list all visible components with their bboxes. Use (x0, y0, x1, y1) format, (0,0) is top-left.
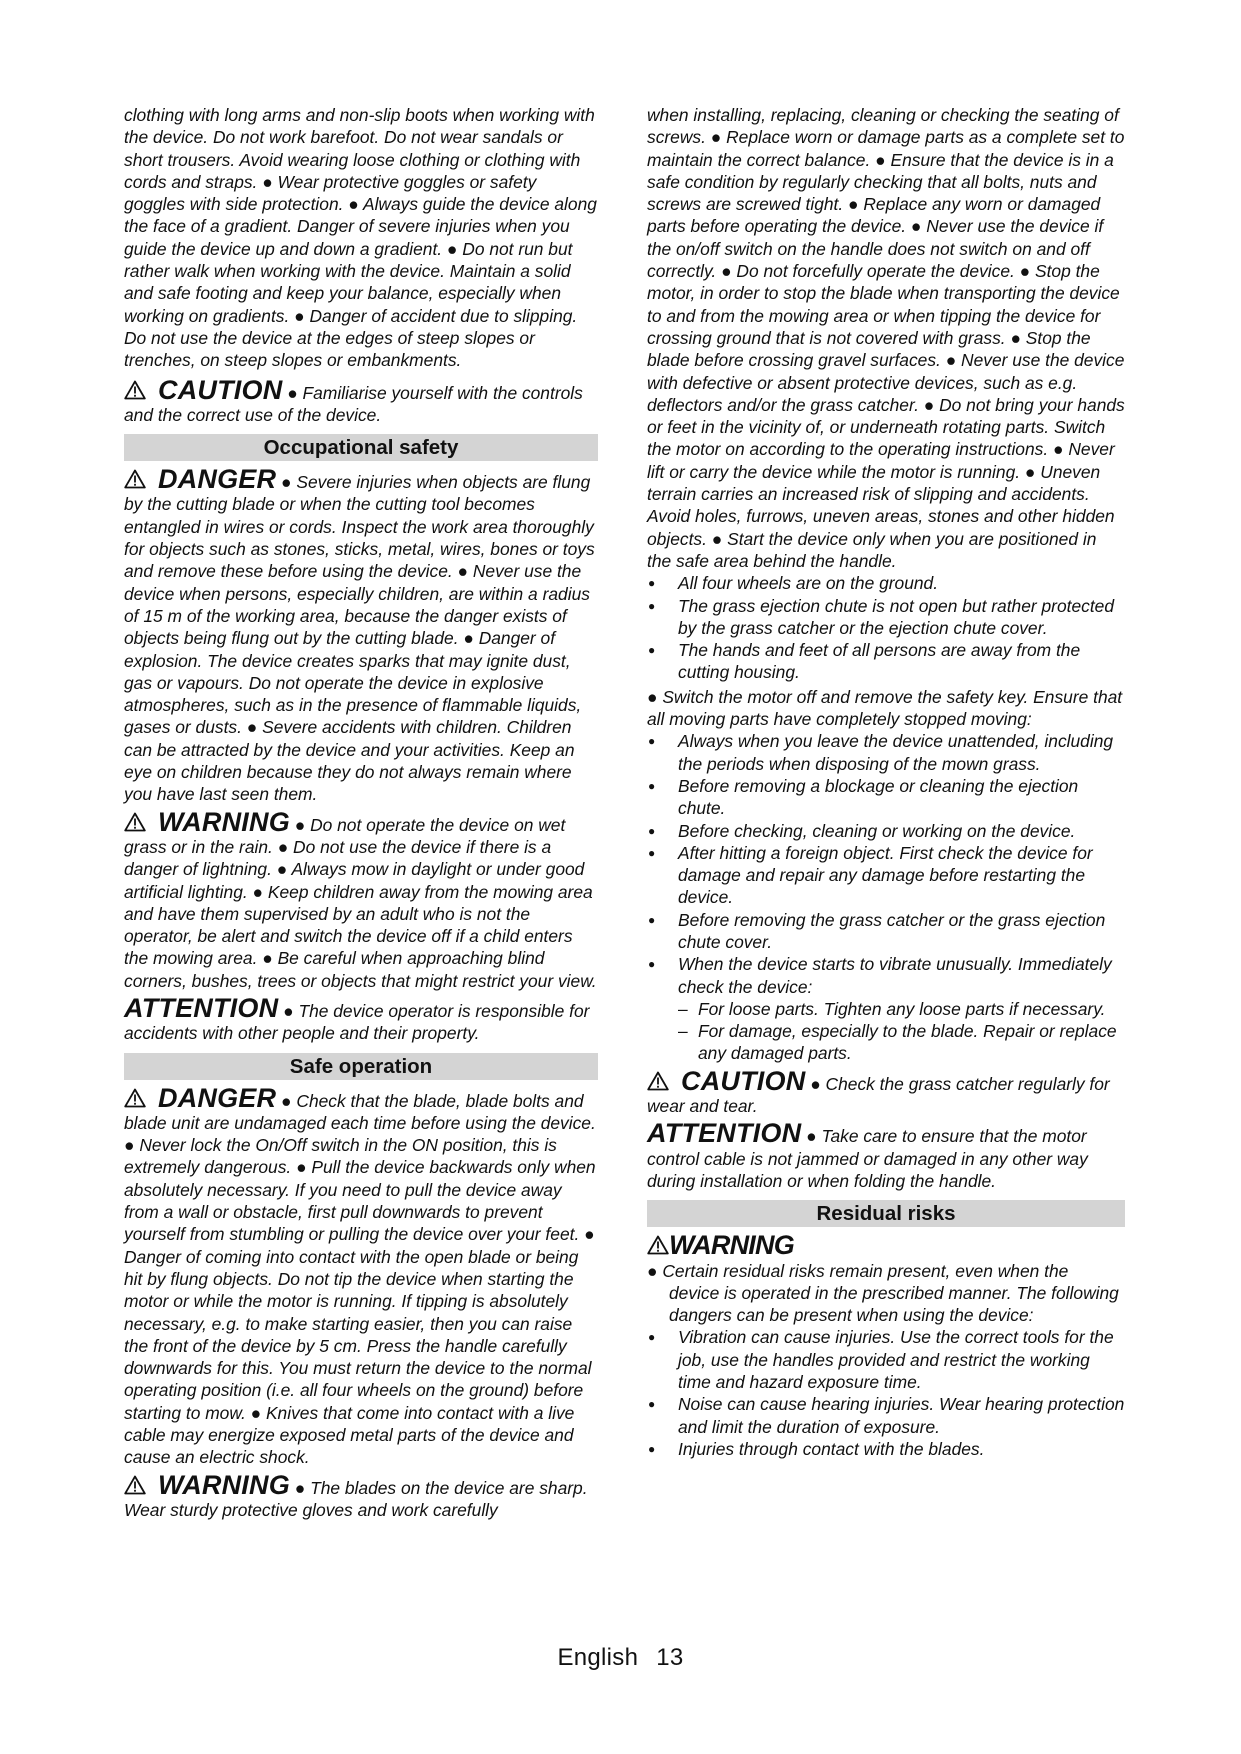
switch-off-situations-list (647, 730, 1125, 998)
warning-triangle-icon (124, 1475, 146, 1495)
attention-keyword: ATTENTION (124, 992, 279, 1023)
warning-keyword: WARNING (669, 1230, 794, 1261)
left-danger-notice-2 (124, 1084, 598, 1469)
danger-text: ● Severe injuries when objects are flung by the cutting blade or when the cutting tool becomes entangled in wires or cords. Inspect the work area thoroughly for objects such as stones, sticks, metal, wires, bones or toys and remove these before using the device. ● Never use the device when persons, especially children, are within a radius of 15 m of the working area, because the danger exists of objects being flung out by the cutting blade. ● Danger of explosion. The device creates sparks that may ignite dust, gas or vapours. Do not operate the device in explosive atmospheres, such as in the presence of flammable liquids, gases or dusts. ● Severe accidents with children. Children can be attracted by the device and your activities. Keep an eye on children because they do not always remain where you have last seen them. (124, 472, 595, 805)
residual-intro-first-line: ● Certain residual risks remain present, even when the (647, 1260, 1069, 1281)
attention-keyword: ATTENTION (647, 1118, 802, 1149)
right-caution-notice (647, 1067, 1125, 1118)
list-item: ● Before removing a blockage or cleaning the ejection chute. (647, 775, 1125, 820)
caution-text: ● Check the grass catcher regularly for wear and tear. (647, 1073, 1110, 1117)
list-item: ● The hands and feet of all persons are away from the cutting housing. (647, 639, 1125, 684)
caution-keyword: CAUTION (681, 1065, 806, 1096)
list-item: ● Injuries through contact with the blades. (647, 1438, 1125, 1460)
list-item: ● When the device starts to vibrate unusually. Immediately check the device: (647, 953, 1125, 998)
warning-triangle-icon (124, 380, 146, 400)
attention-text: ● Take care to ensure that the motor control cable is not jammed or damaged in any other way during installation or when folding the handle. (647, 1126, 1088, 1191)
footer-language: English (557, 1644, 639, 1671)
right-paragraph-switch-off: ● Switch the motor off and remove the safety key. Ensure that all moving parts have completely stopped moving: (647, 686, 1123, 730)
heading-occupational-safety: Occupational safety (124, 434, 598, 461)
heading-residual-risks: Residual risks (647, 1200, 1125, 1227)
list-item: ● The grass ejection chute is not open but rather protected by the grass catcher or the ejection chute cover. (647, 595, 1125, 640)
residual-intro-continuation: device is operated in the prescribed manner. The following dangers can be present when using the device: (669, 1282, 1119, 1326)
left-caution-notice (124, 376, 598, 427)
list-item: ● Vibration can cause injuries. Use the correct tools for the job, use the handles provided and restrict the working time and hazard exposure time. (647, 1326, 1125, 1393)
warning-triangle-icon (124, 1088, 146, 1108)
warning-keyword: WARNING (158, 806, 290, 837)
page-number: 13 (656, 1644, 684, 1671)
left-paragraph-clothing: clothing with long arms and non-slip boots when working with the device. Do not work barefoot. Do not wear sandals or short trousers. Avoid wearing loose clothing or clothing with cords and straps. ● Wear protective goggles or safety goggles with side protection. ● Always guide the device along the face of a gradient. Danger of severe injuries when you guide the device up and down a gradient. ● Do not run but rather walk when working with the device. Maintain a solid and safe footing and keep your balance, especially when working on gradients. ● Danger of accident due to slipping. Do not use the device at the edges of steep slopes or trenches, on steep slopes or embankments. (124, 105, 597, 371)
left-warning-notice-1 (124, 808, 598, 992)
warning-keyword: WARNING (158, 1469, 290, 1500)
residual-risks-list (647, 1326, 1125, 1460)
warning-triangle-icon (124, 469, 146, 489)
list-item: – For damage, especially to the blade. Repair or replace any damaged parts. (647, 1020, 1125, 1065)
list-item: ● Always when you leave the device unattended, including the periods when disposing of the mown grass. (647, 730, 1125, 775)
list-item: ● All four wheels are on the ground. (647, 572, 1125, 594)
danger-text: ● Check that the blade, blade bolts and blade unit are undamaged each time before using the device. ● Never lock the On/Off switch in the ON position, this is extremely dangerous. ● Pull the device backwards only when absolutely necessary. If you need to pull the device away from a wall or obstacle, first pull downwards to prevent yourself from stumbling or pulling the device over your feet. ● Danger of coming into contact with the open blade or being hit by flung objects. Do not tip the device when starting the motor or while the motor is running. If tipping is absolutely necessary, e.g. to make starting easier, then you can raise the front of the device by 5 cm. Press the handle carefully downwards for this. You must return the device to the normal operating position (i.e. all four wheels on the ground) before starting to mow. ● Knives that come into contact with a live cable may energize exposed metal parts of the device and cause an electric shock. (124, 1090, 596, 1468)
danger-keyword: DANGER (158, 1082, 277, 1113)
left-warning-notice-2 (124, 1471, 598, 1522)
caution-keyword: CAUTION (158, 374, 283, 405)
heading-safe-operation: Safe operation (124, 1053, 598, 1080)
right-paragraph-maintenance: when installing, replacing, cleaning or checking the seating of screws. ● Replace worn or damage parts as a complete set to maintain the correct balance. ● Ensure that the device is in a safe condition by regularly checking that all bolts, nuts and screws are screwed tight. ● Replace any worn or damaged parts before operating the device. ● Never use the device if the on/off switch on the handle does not switch on and off correctly. ● Do not forcefully operate the device. ● Stop the motor, in order to stop the blade when transporting the device to and from the mowing area or when tipping the device for crossing ground that is not covered with grass. ● Stop the blade before crossing gravel surfaces. ● Never use the device with defective or absent protective devices, such as e.g. deflectors and/or the grass catcher. ● Do not bring your hands or feet in the vicinity of, or underneath rotating parts. Switch the motor on according to the operating instructions. ● Never lift or carry the device while the motor is running. ● Uneven terrain carries an increased risk of slipping and accidents. Avoid holes, furrows, uneven areas, stones and other hidden objects. ● Start the device only when you are positioned in the safe area behind the handle. (647, 105, 1125, 571)
page-footer (0, 1644, 1241, 1672)
right-column (647, 104, 1125, 1460)
warning-triangle-icon (124, 812, 146, 832)
check-device-dash-list (647, 998, 1125, 1065)
list-item: ● Before removing the grass catcher or the grass ejection chute cover. (647, 909, 1125, 954)
list-item: – For loose parts. Tighten any loose parts if necessary. (647, 998, 1125, 1020)
warning-triangle-icon (647, 1235, 669, 1255)
left-danger-notice-1 (124, 465, 598, 805)
list-item: ● After hitting a foreign object. First check the device for damage and repair any damage before restarting the device. (647, 842, 1125, 909)
left-column (124, 104, 598, 1521)
residual-warning-heading (647, 1231, 1125, 1259)
right-attention-notice (647, 1119, 1125, 1192)
start-conditions-list (647, 572, 1125, 683)
danger-keyword: DANGER (158, 464, 277, 495)
caution-text: ● Familiarise yourself with the controls and the correct use of the device. (124, 382, 583, 425)
warning-triangle-icon (647, 1071, 669, 1091)
attention-text: ● The device operator is responsible for accidents with other people and their property. (124, 1000, 590, 1044)
list-item: ● Noise can cause hearing injuries. Wear hearing protection and limit the duration of exposure. (647, 1393, 1125, 1438)
warning-text: ● Do not operate the device on wet grass or in the rain. ● Do not use the device if there is a danger of lightning. ● Always mow in daylight or under good artificial lighting. ● Keep children away from the mowing area and have them supervised by an adult who is not the operator, be alert and switch the device off if a child enters the mowing area. ● Be careful when approaching blind corners, bushes, trees or objects that might restrict your view. (124, 814, 597, 991)
left-attention-notice (124, 994, 598, 1045)
list-item: ● Before checking, cleaning or working on the device. (647, 820, 1125, 842)
warning-text: ● The blades on the device are sharp. Wear sturdy protective gloves and work carefully (124, 1477, 588, 1520)
